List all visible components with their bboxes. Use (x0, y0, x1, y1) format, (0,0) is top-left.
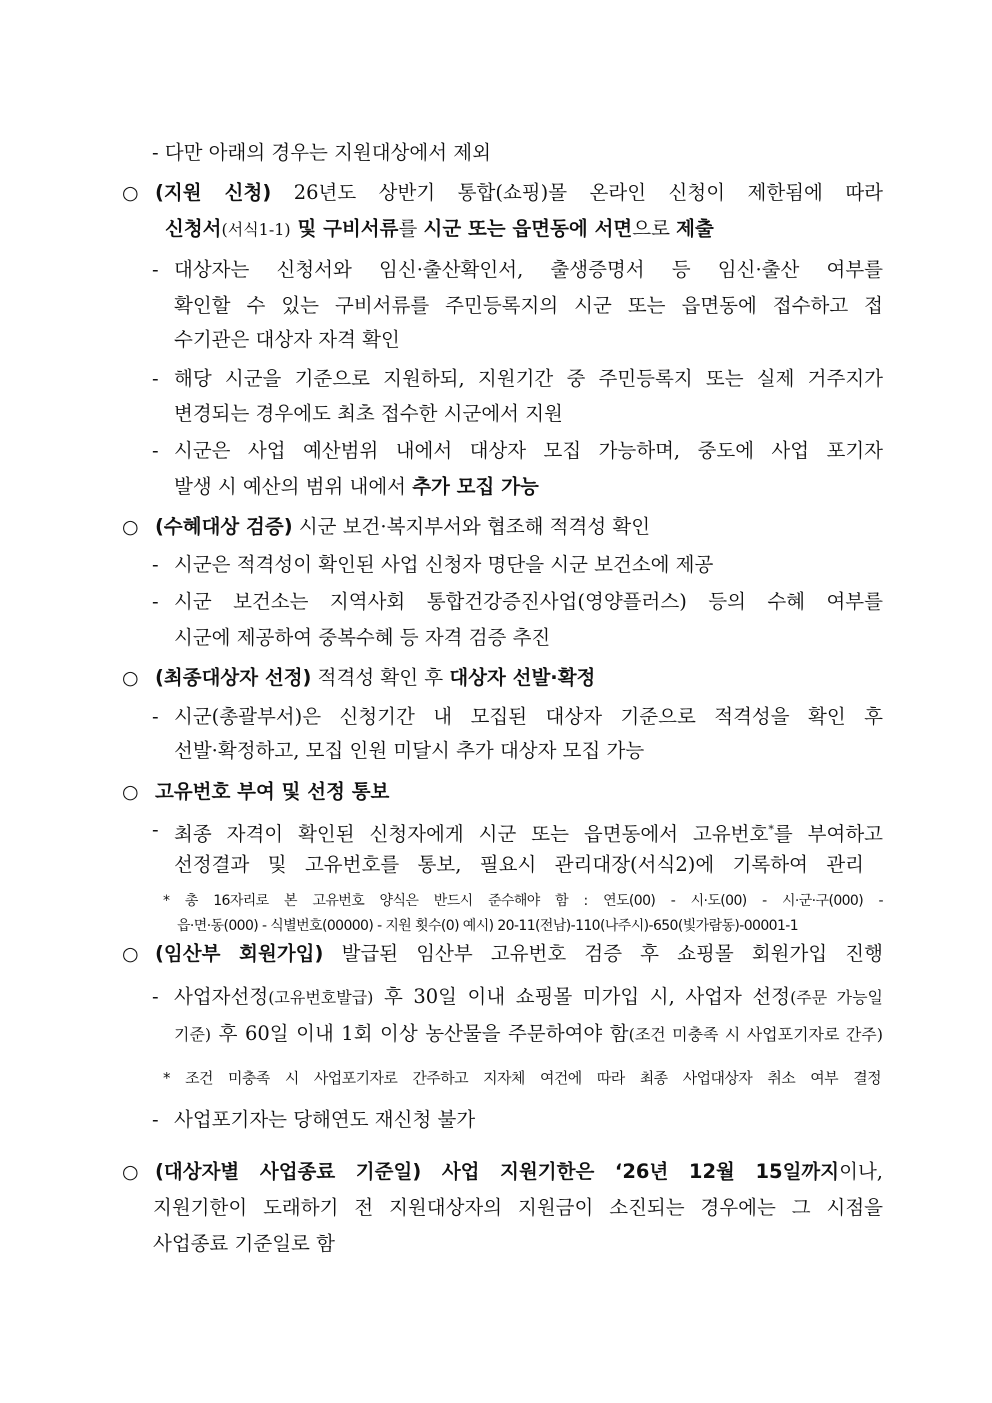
final-selection-detail-1b: 선발·확정하고, 모집 인원 미달시 추가 대상자 모집 가능 (174, 739, 645, 762)
bullet-circle: ○ (122, 943, 139, 965)
verification-detail-2b: 시군에 제공하여 중복수혜 등 자격 검증 추진 (174, 626, 551, 649)
dash: - (152, 590, 159, 613)
dash: - (152, 367, 159, 390)
member-signup-detail-1b: 기준) 후 60일 이내 1회 이상 농산물을 주문하여야 함(조건 미충족 시 사업포기자로 간주) (174, 1022, 883, 1045)
end-date-line3: 사업종료 기준일로 함 (153, 1232, 335, 1255)
section-application-heading: (지원 신청) 26년도 상반기 통합(쇼핑)몰 온라인 신청이 제한됨에 따라 (155, 181, 883, 204)
bullet-circle: ○ (122, 667, 139, 689)
excluded-cases-line: - 다만 아래의 경우는 지원대상에서 제외 (152, 141, 491, 164)
section-application-line2: 신청서(서식1-1) 및 구비서류를 시군 또는 읍면동에 서면으로 제출 (165, 217, 714, 240)
unique-number-detail-1a: 최종 자격이 확인된 신청자에게 시군 또는 읍면동에서 고유번호*를 부여하고 (174, 822, 884, 846)
member-signup-footnote: * 조건 미충족 시 사업포기자로 간주하고 지자체 여건에 따라 최종 사업대상자 취소 여부 결정 (163, 1069, 881, 1087)
bullet-circle: ○ (122, 182, 139, 204)
unique-number-detail-1b: 선정결과 및 고유번호를 통보, 필요시 관리대장(서식2)에 기록하여 관리 (174, 853, 864, 876)
application-detail-1c: 수기관은 대상자 자격 확인 (174, 328, 400, 351)
dash: - (152, 985, 159, 1008)
application-detail-2a: 해당 시군을 기준으로 지원하되, 지원기간 중 주민등록지 또는 실제 거주지가 (174, 367, 883, 390)
bullet-circle: ○ (122, 516, 139, 538)
final-selection-detail-1a: 시군(총괄부서)은 신청기간 내 모집된 대상자 기준으로 적격성을 확인 후 (174, 705, 883, 728)
unique-number-footnote-1: * 총 16자리로 본 고유번호 양식은 반드시 준수해야 함 : 연도(00) - 시·도(00) - 시·군·구(000) - (163, 893, 883, 909)
unique-number-footnote-2: 읍·면·동(000) - 식별번호(00000) - 지원 횟수(0) 예시) 20-11(전남)-110(나주시)-650(빛가람동)-00001-1 (177, 918, 799, 934)
member-signup-detail-1a: 사업자선정(고유번호발급) 후 30일 이내 쇼핑몰 미가입 시, 사업자 선정(주문 가능일 (174, 985, 884, 1008)
section-member-signup-heading: (임산부 회원가입) 발급된 임산부 고유번호 검증 후 쇼핑몰 회원가입 진행 (155, 942, 883, 965)
verification-detail-2a: 시군 보건소는 지역사회 통합건강증진사업(영양플러스) 등의 수혜 여부를 (174, 590, 883, 613)
application-detail-1a: 대상자는 신청서와 임신·출산확인서, 출생증명서 등 임신·출산 여부를 (174, 258, 883, 281)
section-end-date-heading: (대상자별 사업종료 기준일) 사업 지원기한은 ‘26년 12월 15일까지이나, (155, 1160, 883, 1183)
verification-detail-1: 시군은 적격성이 확인된 사업 신청자 명단을 시군 보건소에 제공 (174, 553, 714, 576)
dash: - (152, 439, 159, 462)
bullet-circle: ○ (122, 781, 139, 803)
member-signup-detail-2: 사업포기자는 당해연도 재신청 불가 (174, 1108, 476, 1131)
section-verification-heading: (수혜대상 검증) 시군 보건·복지부서와 협조해 적격성 확인 (155, 515, 651, 538)
dash: - (152, 553, 159, 576)
application-detail-2b: 변경되는 경우에도 최초 접수한 시군에서 지원 (174, 402, 563, 425)
section-unique-number-heading: 고유번호 부여 및 선정 통보 (155, 780, 390, 803)
bullet-circle: ○ (122, 1161, 139, 1183)
dash: - (152, 705, 159, 728)
dash: - (152, 1108, 159, 1131)
application-detail-3b: 발생 시 예산의 범위 내에서 추가 모집 가능 (174, 475, 539, 498)
application-detail-1b: 확인할 수 있는 구비서류를 주민등록지의 시군 또는 읍면동에 접수하고 접 (174, 294, 883, 317)
application-detail-3a: 시군은 사업 예산범위 내에서 대상자 모집 가능하며, 중도에 사업 포기자 (174, 439, 883, 462)
end-date-line2: 지원기한이 도래하기 전 지원대상자의 지원금이 소진되는 경우에는 그 시점을 (153, 1196, 883, 1219)
dash: - (152, 818, 159, 841)
dash: - (152, 258, 159, 281)
section-final-selection-heading: (최종대상자 선정) 적격성 확인 후 대상자 선발·확정 (155, 666, 596, 689)
